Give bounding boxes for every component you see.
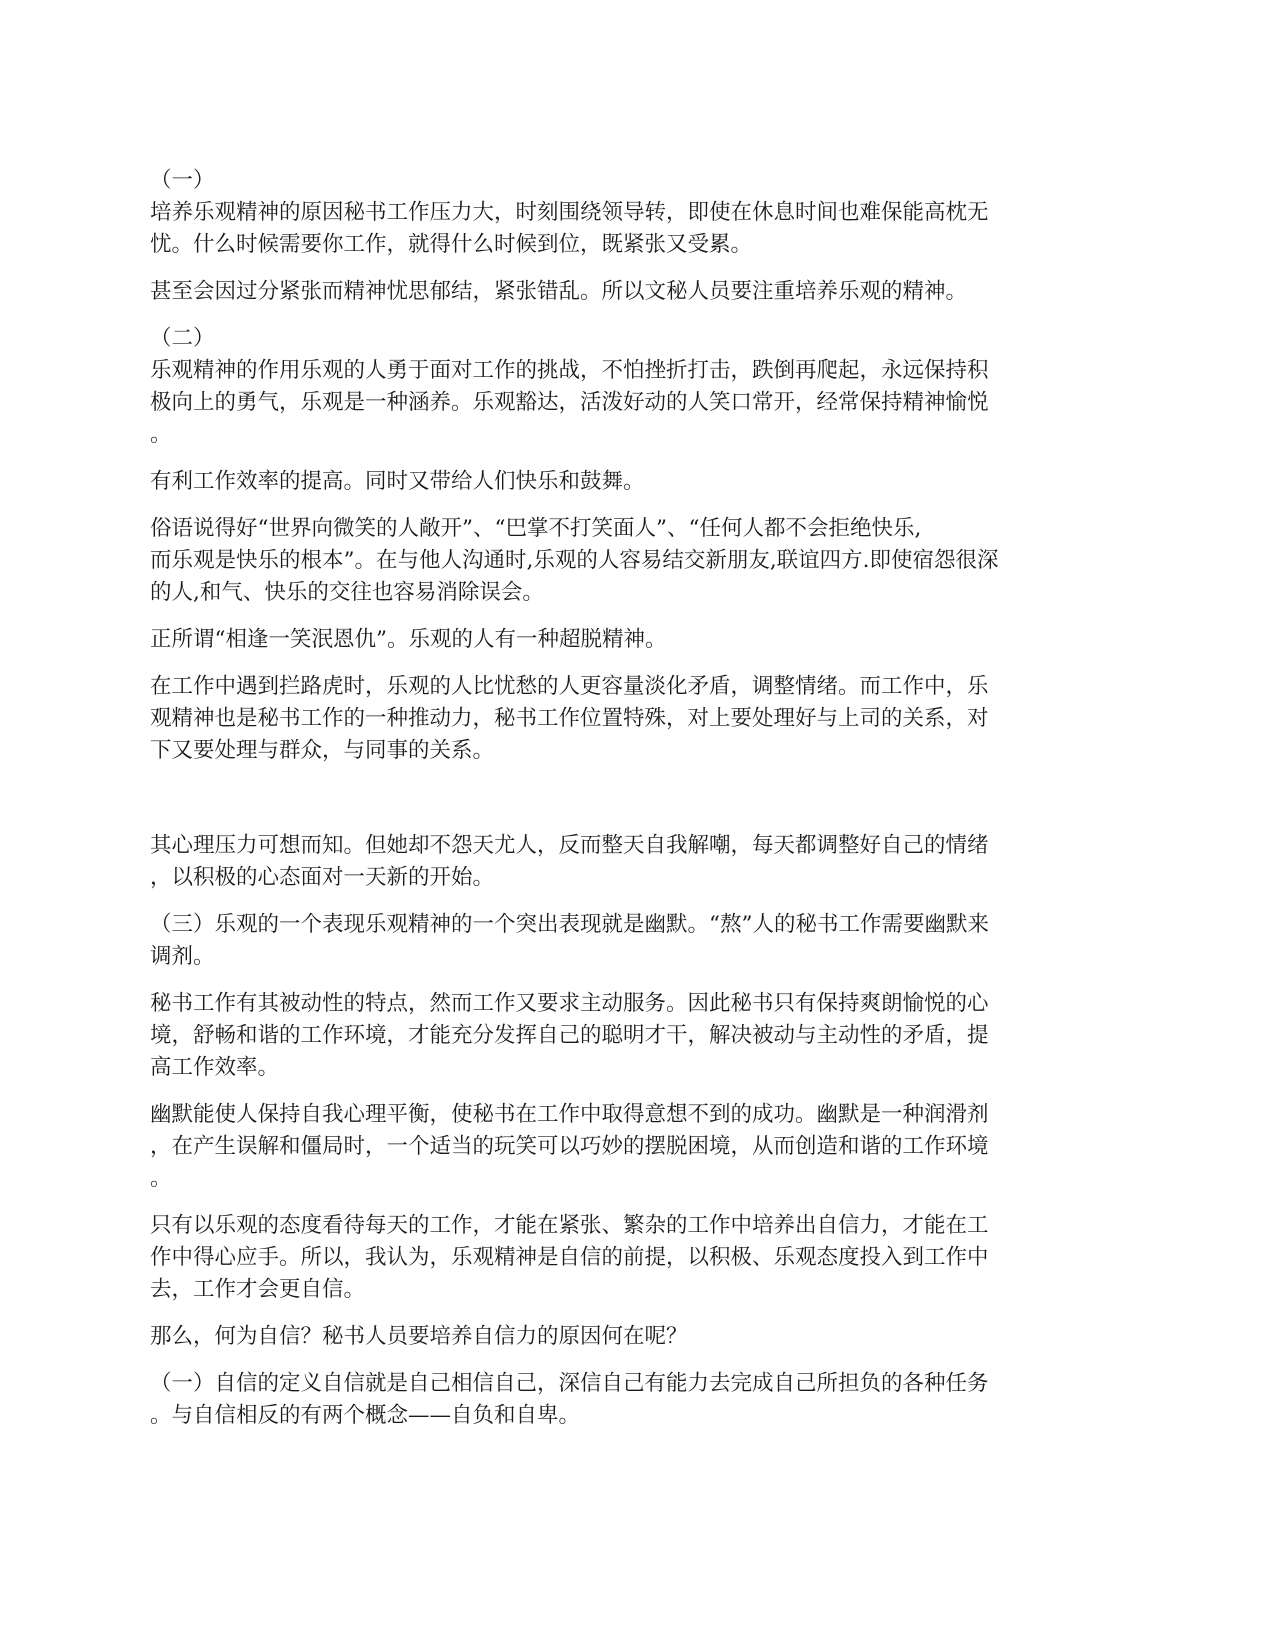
text-line: 秘书工作有其被动性的特点，然而工作又要求主动服务。因此秘书只有保持爽朗愉悦的心 [150, 991, 989, 1016]
text-line: 。 [150, 422, 172, 447]
text-line: （一）自信的定义自信就是自己相信自己，深信自己有能力去完成自己所担负的各种任务 [150, 1371, 989, 1396]
text-line: 有利工作效率的提高。同时又带给人们快乐和鼓舞。 [150, 469, 645, 494]
text-line: 乐观精神的作用乐观的人勇于面对工作的挑战，不怕挫折打击，跌倒再爬起，永远保持积 [150, 358, 989, 383]
text-line: 其心理压力可想而知。但她却不怨天尤人，反而整天自我解嘲，每天都调整好自己的情绪 [150, 833, 989, 858]
section-gap [150, 782, 1125, 830]
paragraph [150, 909, 1125, 973]
text-line: ，以积极的心态面对一天新的开始。 [150, 865, 495, 890]
text-line: 极向上的勇气，乐观是一种涵养。乐观豁达，活泼好动的人笑口常开，经常保持精神愉悦 [150, 390, 989, 415]
paragraph [150, 513, 1125, 609]
text-line: 高工作效率。 [150, 1055, 280, 1080]
paragraph [150, 624, 1125, 656]
paragraph [150, 1210, 1125, 1306]
paragraph [150, 323, 1125, 451]
paragraph [150, 466, 1125, 498]
text-line: 观精神也是秘书工作的一种推动力，秘书工作位置特殊，对上要处理好与上司的关系，对 [150, 706, 989, 731]
text-line: 的人,和气、快乐的交往也容易消除误会。 [150, 580, 544, 605]
text-line: ，在产生误解和僵局时，一个适当的玩笑可以巧妙的摆脱困境，从而创造和谐的工作环境 [150, 1134, 989, 1159]
text-line: 。与自信相反的有两个概念——自负和自卑。 [150, 1403, 581, 1428]
paragraph [150, 988, 1125, 1084]
text-line: 下又要处理与群众，与同事的关系。 [150, 738, 495, 763]
text-line: （二） [150, 326, 215, 351]
text-line: 幽默能使人保持自我心理平衡，使秘书在工作中取得意想不到的成功。幽默是一种润滑剂 [150, 1102, 989, 1127]
text-line: 培养乐观精神的原因秘书工作压力大，时刻围绕领导转，即使在休息时间也难保能高枕无 [150, 200, 989, 225]
paragraph [150, 830, 1125, 894]
text-line: 境，舒畅和谐的工作环境，才能充分发挥自己的聪明才干，解决被动与主动性的矛盾，提 [150, 1023, 989, 1048]
paragraph [150, 1099, 1125, 1195]
text-line: 甚至会因过分紧张而精神忧思郁结，紧张错乱。所以文秘人员要注重培养乐观的精神。 [150, 279, 968, 304]
text-line: 正所谓“相逢一笑泯恩仇”。乐观的人有一种超脱精神。 [150, 627, 667, 652]
text-line: 而乐观是快乐的根本”。在与他人沟通时,乐观的人容易结交新朋友,联谊四方.即使宿怨很深 [150, 548, 999, 573]
text-line: 俗语说得好“世界向微笑的人敞开”、“巴掌不打笑面人”、“任何人都不会拒绝快乐, [150, 516, 922, 541]
text-line: 只有以乐观的态度看待每天的工作，才能在紧张、繁杂的工作中培养出自信力，才能在工 [150, 1213, 989, 1238]
paragraph [150, 671, 1125, 767]
text-line: 去，工作才会更自信。 [150, 1277, 366, 1302]
text-line: 调剂。 [150, 944, 215, 969]
text-line: （三）乐观的一个表现乐观精神的一个突出表现就是幽默。“熬”人的秘书工作需要幽默来 [150, 912, 989, 937]
paragraph [150, 276, 1125, 308]
text-line: 。 [150, 1166, 172, 1191]
paragraph [150, 1368, 1125, 1432]
text-line: 那么，何为自信？秘书人员要培养自信力的原因何在呢？ [150, 1324, 688, 1349]
document-page [150, 165, 1125, 1447]
text-line: 在工作中遇到拦路虎时，乐观的人比忧愁的人更容量淡化矛盾，调整情绪。而工作中，乐 [150, 674, 989, 699]
text-line: 作中得心应手。所以，我认为，乐观精神是自信的前提，以积极、乐观态度投入到工作中 [150, 1245, 989, 1270]
text-line: （一） [150, 168, 215, 193]
paragraph [150, 1321, 1125, 1353]
text-line: 忧。什么时候需要你工作，就得什么时候到位，既紧张又受累。 [150, 232, 753, 257]
paragraph [150, 165, 1125, 261]
